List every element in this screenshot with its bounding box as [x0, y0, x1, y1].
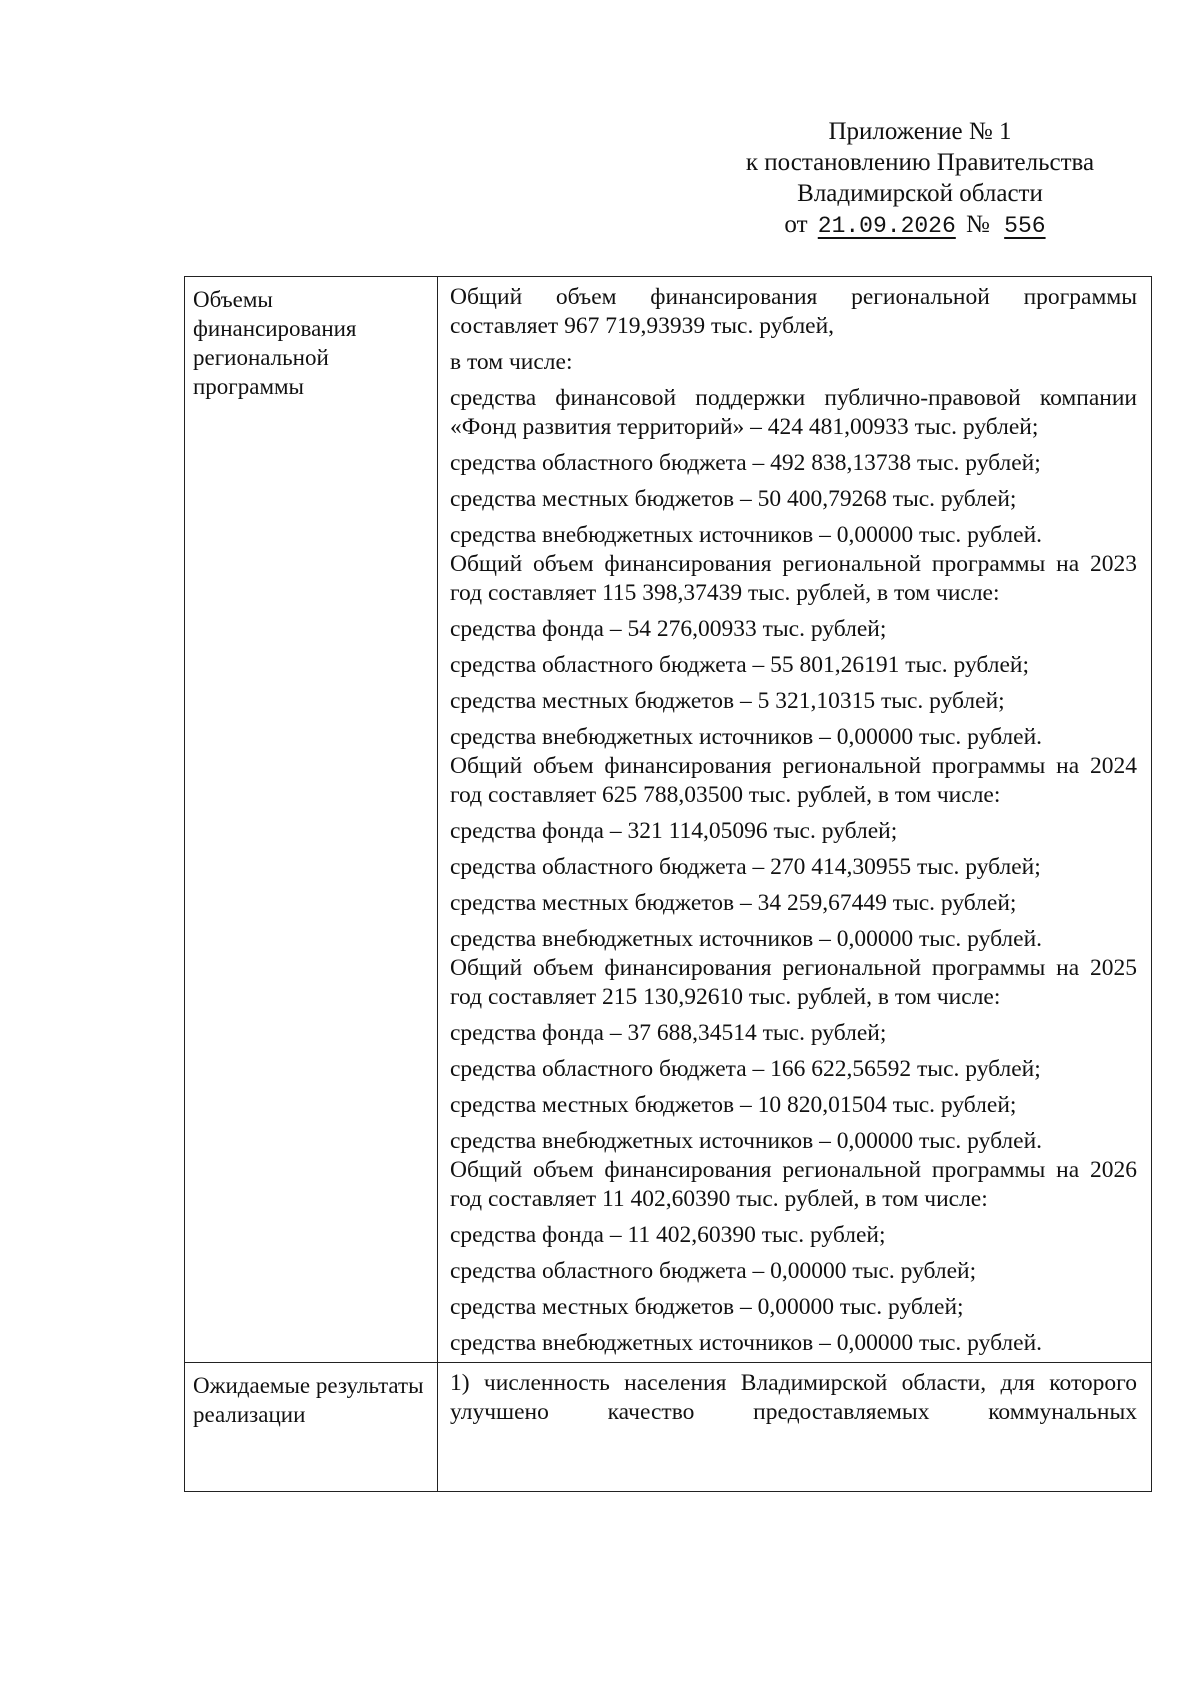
date-prefix: от [784, 211, 808, 238]
results-paragraph: 1) численность населения Владимирской области, для которого улучшено качество предоставляемых коммунальных [450, 1370, 1137, 1425]
paragraph-2025: Общий объем финансирования региональной программы на 2025 год составляет 215 130,92610 тыс. рублей, в том числе: [450, 955, 1137, 1010]
decree-date: 21.09.2026 [817, 213, 956, 239]
results-content [438, 1363, 1152, 1492]
number-prefix: № [966, 211, 990, 238]
paragraph: средства областного бюджета – 166 622,56592 тыс. рублей; [450, 1056, 1041, 1082]
table-row [185, 1363, 1152, 1492]
paragraph: средства внебюджетных источников – 0,00000 тыс. рублей. [450, 1128, 1043, 1154]
paragraph: средства внебюджетных источников – 0,00000 тыс. рублей. [450, 1330, 1043, 1356]
paragraph: средства областного бюджета – 0,00000 тыс. рублей; [450, 1258, 977, 1284]
table-row [185, 277, 1152, 1363]
financing-label: Объемы финансирования региональной программы [185, 277, 438, 1363]
decree-number: 556 [1004, 213, 1046, 239]
results-label: Ожидаемые результаты реализации [185, 1363, 438, 1492]
paragraph: средства местных бюджетов – 5 321,10315 тыс. рублей; [450, 688, 1005, 714]
document-header [680, 116, 1160, 242]
financing-content [438, 277, 1152, 1363]
paragraph: средства финансовой поддержки публично-правовой компании «Фонд развития территорий» – 424 481,00933 тыс. рублей; [450, 385, 1137, 440]
appendix-title: Приложение № 1 [828, 118, 1012, 145]
appendix-subtitle: к постановлению Правительства [745, 149, 1095, 176]
paragraph: средства внебюджетных источников – 0,00000 тыс. рублей. [450, 522, 1043, 548]
paragraph: средства областного бюджета – 270 414,30955 тыс. рублей; [450, 854, 1041, 880]
paragraph: средства внебюджетных источников – 0,00000 тыс. рублей. [450, 724, 1043, 750]
paragraph: средства местных бюджетов – 10 820,01504 тыс. рублей; [450, 1092, 1017, 1118]
appendix-region: Владимирской области [797, 180, 1043, 207]
paragraph: средства местных бюджетов – 34 259,67449 тыс. рублей; [450, 890, 1017, 916]
paragraph-2023: Общий объем финансирования региональной программы на 2023 год составляет 115 398,37439 тыс. рублей, в том числе: [450, 551, 1137, 606]
paragraph: средства фонда – 321 114,05096 тыс. рублей; [450, 818, 898, 844]
passport-table [184, 276, 1152, 1492]
paragraph-2024: Общий объем финансирования региональной программы на 2024 год составляет 625 788,03500 тыс. рублей, в том числе: [450, 753, 1137, 808]
paragraph: средства фонда – 11 402,60390 тыс. рублей; [450, 1222, 886, 1248]
paragraph-2026: Общий объем финансирования региональной программы на 2026 год составляет 11 402,60390 тыс. рублей, в том числе: [450, 1157, 1137, 1212]
paragraph: средства фонда – 37 688,34514 тыс. рублей; [450, 1020, 887, 1046]
paragraph: средства фонда – 54 276,00933 тыс. рублей; [450, 616, 887, 642]
paragraph: средства внебюджетных источников – 0,00000 тыс. рублей. [450, 926, 1043, 952]
paragraph: в том числе: [450, 349, 573, 375]
paragraph: средства местных бюджетов – 0,00000 тыс. рублей; [450, 1294, 964, 1320]
paragraph: средства областного бюджета – 492 838,13738 тыс. рублей; [450, 450, 1041, 476]
paragraph: средства областного бюджета – 55 801,26191 тыс. рублей; [450, 652, 1030, 678]
paragraph: средства местных бюджетов – 50 400,79268 тыс. рублей; [450, 486, 1017, 512]
decree-date-line [680, 209, 1160, 242]
paragraph-total: Общий объем финансирования региональной программы составляет 967 719,93939 тыс. рублей, [450, 284, 1137, 339]
